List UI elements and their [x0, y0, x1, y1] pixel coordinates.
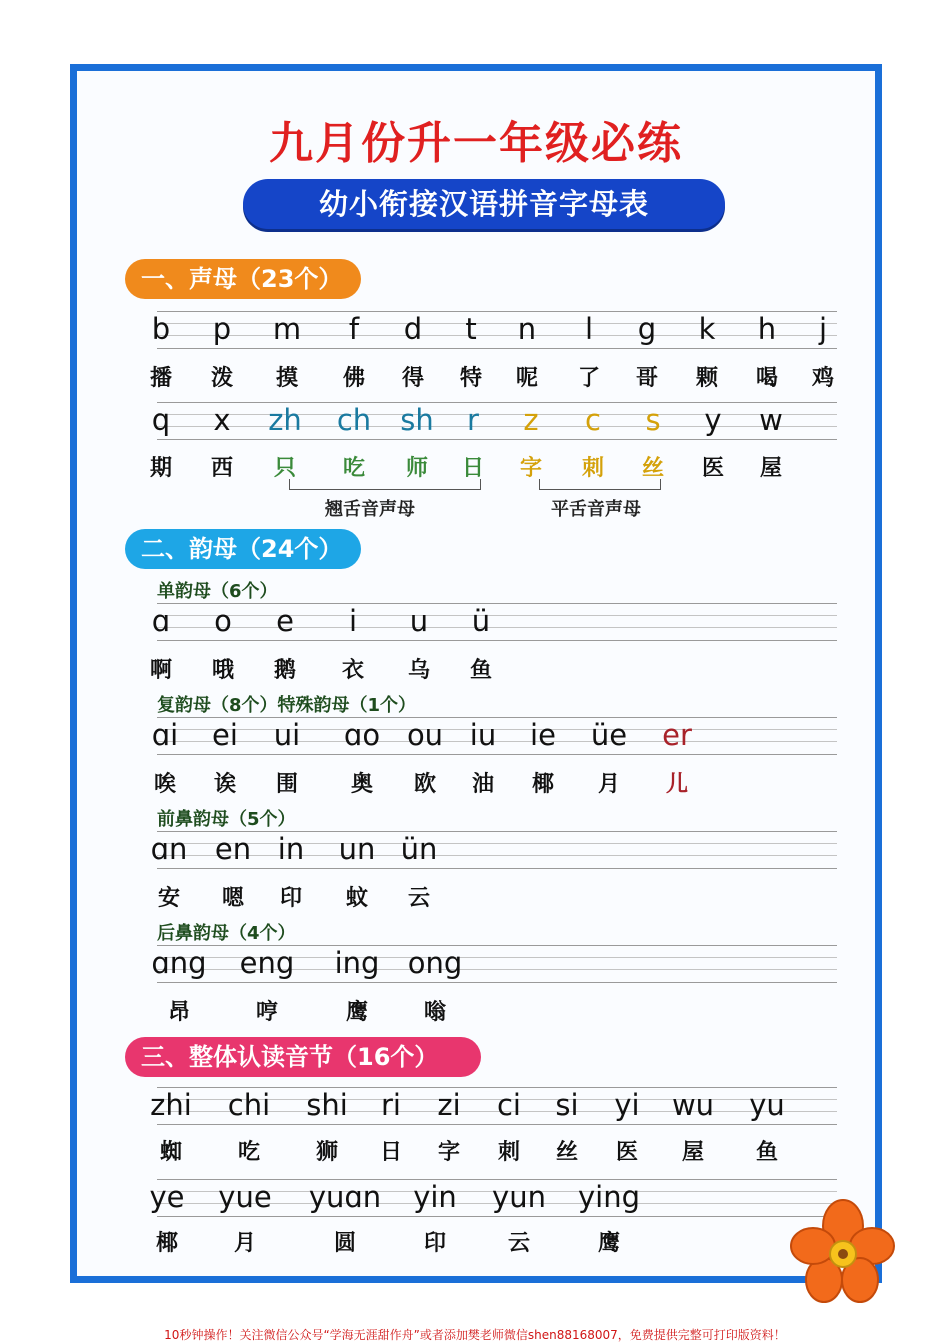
hanzi-item: 嗡 [423, 1000, 447, 1025]
hanzi-item: 鹰 [345, 1000, 369, 1025]
pinyin-item: l [584, 312, 594, 346]
pinyin-item: p [212, 312, 232, 346]
flower-icon [788, 1198, 898, 1308]
pinyin-item: chi [227, 1088, 271, 1122]
pinyin-item: ing [334, 946, 380, 980]
hanzi-item: 字 [519, 456, 543, 481]
hanzi-item: 佛 [342, 366, 366, 391]
hanzi-item: 蚊 [345, 886, 369, 911]
pinyin-item: z [523, 403, 539, 437]
hanzi-item: 围 [275, 772, 299, 797]
pinyin-item: ei [212, 718, 238, 752]
pinyin-item: ying [577, 1180, 641, 1214]
front-nasal-pinyin [77, 832, 877, 872]
pinyin-item: ɑ [151, 604, 171, 638]
pinyin-item: ɑi [151, 718, 179, 752]
hanzi-item: 颗 [695, 366, 719, 391]
hanzi-item: 云 [507, 1231, 531, 1256]
hanzi-item: 安 [157, 886, 181, 911]
hanzi-item: 得 [401, 366, 425, 391]
pinyin-item: s [645, 403, 661, 437]
hanzi-item: 油 [471, 772, 495, 797]
hanzi-item: 鹅 [273, 658, 297, 683]
pinyin-item: iu [469, 718, 497, 752]
pinyin-item: si [555, 1088, 579, 1122]
pinyin-item: ü [471, 604, 491, 638]
hanzi-item: 月 [597, 772, 621, 797]
hanzi-item: 了 [577, 366, 601, 391]
retroflex-bracket [289, 479, 481, 490]
hanzi-item: 师 [405, 456, 429, 481]
pinyin-item: e [276, 604, 294, 638]
pinyin-item: in [277, 832, 305, 866]
hanzi-item: 呢 [515, 366, 539, 391]
syllables-row-2-pinyin [77, 1180, 877, 1220]
hanzi-item: 奥 [350, 772, 374, 797]
pinyin-item: er [662, 718, 692, 752]
hanzi-item: 衣 [341, 658, 365, 683]
single-vowel-label: 单韵母（6个） [157, 581, 278, 602]
hanzi-item: 刺 [581, 456, 605, 481]
pinyin-item: n [517, 312, 537, 346]
hanzi-item: 啊 [149, 658, 173, 683]
hanzi-item: 医 [701, 456, 725, 481]
pinyin-item: ün [400, 832, 438, 866]
pinyin-item: wu [671, 1088, 715, 1122]
syllables-row-1-pinyin [77, 1088, 877, 1128]
pinyin-item: ci [496, 1088, 522, 1122]
hanzi-item: 哥 [635, 366, 659, 391]
hanzi-item: 屋 [681, 1140, 705, 1165]
pinyin-item: ɑng [151, 946, 207, 980]
pinyin-item: t [465, 312, 477, 346]
hanzi-item: 吃 [342, 456, 366, 481]
pinyin-item: i [348, 604, 358, 638]
pinyin-item: f [348, 312, 360, 346]
pinyin-item: ɑo [343, 718, 381, 752]
hanzi-item: 印 [279, 886, 303, 911]
pinyin-item: m [272, 312, 302, 346]
pinyin-item: zh [268, 403, 302, 437]
hanzi-item: 哼 [255, 1000, 279, 1025]
pinyin-item: en [214, 832, 252, 866]
pinyin-item: yun [492, 1180, 546, 1214]
pinyin-item: g [637, 312, 657, 346]
pinyin-item: ri [381, 1088, 401, 1122]
hanzi-item: 儿 [665, 772, 689, 797]
pinyin-item: zhi [150, 1088, 192, 1122]
pinyin-item: un [338, 832, 376, 866]
shengmu-row-1-hanzi [77, 361, 877, 401]
hanzi-item: 西 [210, 456, 234, 481]
flat-label: 平舌音声母 [551, 499, 641, 520]
pinyin-item: h [757, 312, 777, 346]
hanzi-item: 鹰 [597, 1231, 621, 1256]
hanzi-item: 圆 [333, 1231, 357, 1256]
pinyin-item: x [213, 403, 231, 437]
pinyin-item: q [151, 403, 171, 437]
hanzi-item: 鱼 [755, 1140, 779, 1165]
hanzi-item: 椰 [155, 1231, 179, 1256]
pinyin-item: ou [406, 718, 444, 752]
pinyin-item: ong [407, 946, 463, 980]
syllables-row-2-hanzi [77, 1226, 877, 1266]
hanzi-item: 嗯 [221, 886, 245, 911]
hanzi-item: 只 [273, 456, 297, 481]
hanzi-item: 月 [233, 1231, 257, 1256]
hanzi-item: 期 [149, 456, 173, 481]
retroflex-label: 翘舌音声母 [325, 499, 415, 520]
pinyin-item: j [818, 312, 828, 346]
hanzi-item: 喝 [755, 366, 779, 391]
front-nasal-hanzi [77, 881, 877, 921]
single-vowel-hanzi [77, 653, 877, 693]
hanzi-item: 摸 [275, 366, 299, 391]
pinyin-item: d [403, 312, 423, 346]
hanzi-item: 狮 [315, 1140, 339, 1165]
worksheet-frame [70, 64, 882, 1283]
page-title: 九月份升一年级必练 [269, 118, 683, 169]
pinyin-item: y [704, 403, 722, 437]
pinyin-item: eng [239, 946, 295, 980]
pinyin-item: ie [530, 718, 556, 752]
hanzi-item: 字 [437, 1140, 461, 1165]
compound-vowel-pinyin [77, 718, 877, 758]
hanzi-item: 刺 [497, 1140, 521, 1165]
hanzi-item: 乌 [407, 658, 431, 683]
pinyin-item: yuɑn [308, 1180, 382, 1214]
front-nasal-label: 前鼻韵母（5个） [157, 809, 296, 830]
pinyin-item: yi [614, 1088, 640, 1122]
pinyin-item: shi [306, 1088, 348, 1122]
section-syllables-label: 三、整体认读音节（16个） [125, 1037, 481, 1077]
syllables-row-1-hanzi [77, 1135, 877, 1175]
pinyin-item: w [759, 403, 783, 437]
hanzi-item: 鱼 [469, 658, 493, 683]
hanzi-item: 泼 [210, 366, 234, 391]
flat-bracket [539, 479, 661, 490]
hanzi-item: 丝 [641, 456, 665, 481]
pinyin-item: k [698, 312, 716, 346]
pinyin-item: yin [413, 1180, 457, 1214]
hanzi-item: 屋 [759, 456, 783, 481]
footer-notice: 10秒钟操作！关注微信公众号“学海无涯甜作舟”或者添加樊老师微信shen88168007，免费提供完整可打印版资料！ [164, 1328, 786, 1342]
hanzi-item: 印 [423, 1231, 447, 1256]
pinyin-item: yue [218, 1180, 272, 1214]
hanzi-item: 昂 [167, 1000, 191, 1025]
pinyin-item: ui [273, 718, 301, 752]
section-yunmu-label: 二、韵母（24个） [125, 529, 361, 569]
pinyin-item: b [151, 312, 171, 346]
single-vowel-pinyin [77, 604, 877, 644]
compound-vowel-hanzi [77, 767, 877, 807]
pinyin-item: yu [749, 1088, 785, 1122]
hanzi-item: 日 [461, 456, 485, 481]
pinyin-item: zi [437, 1088, 461, 1122]
back-nasal-label: 后鼻韵母（4个） [157, 923, 296, 944]
back-nasal-pinyin [77, 946, 877, 986]
hanzi-item: 欧 [413, 772, 437, 797]
hanzi-item: 医 [615, 1140, 639, 1165]
pinyin-item: r [467, 403, 479, 437]
pinyin-item: ch [336, 403, 372, 437]
hanzi-item: 特 [459, 366, 483, 391]
pinyin-item: ye [149, 1180, 185, 1214]
pinyin-item: c [585, 403, 601, 437]
hanzi-item: 椰 [531, 772, 555, 797]
hanzi-item: 丝 [555, 1140, 579, 1165]
hanzi-item: 吃 [237, 1140, 261, 1165]
shengmu-row-2-pinyin [77, 403, 877, 443]
page-subtitle: 幼小衔接汉语拼音字母表 [243, 179, 725, 229]
hanzi-item: 诶 [213, 772, 237, 797]
hanzi-item: 鸡 [811, 366, 835, 391]
hanzi-item: 日 [379, 1140, 403, 1165]
pinyin-item: u [409, 604, 429, 638]
hanzi-item: 云 [407, 886, 431, 911]
pinyin-item: o [214, 604, 232, 638]
section-shengmu-label: 一、声母（23个） [125, 259, 361, 299]
compound-vowel-label: 复韵母（8个）特殊韵母（1个） [157, 695, 417, 716]
back-nasal-hanzi [77, 995, 877, 1035]
pinyin-item: üe [590, 718, 628, 752]
shengmu-row-1-pinyin [77, 312, 877, 352]
hanzi-item: 唉 [153, 772, 177, 797]
pinyin-item: ɑn [150, 832, 188, 866]
hanzi-item: 播 [149, 366, 173, 391]
hanzi-item: 哦 [211, 658, 235, 683]
hanzi-item: 蜘 [159, 1140, 183, 1165]
pinyin-item: sh [400, 403, 434, 437]
